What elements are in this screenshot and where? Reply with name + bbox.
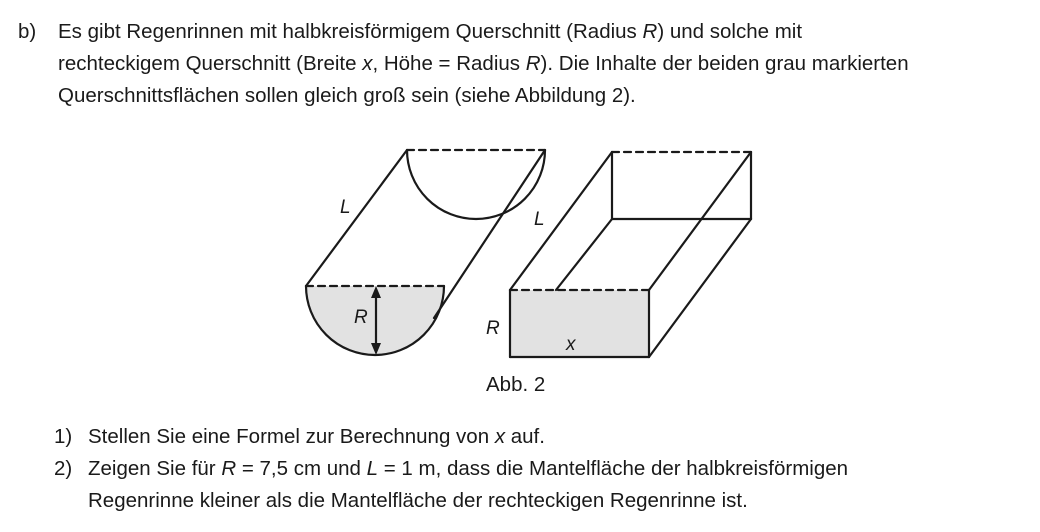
var-R: R [642,20,658,43]
subtask-1-part-b: auf. [505,425,545,448]
subtask-2-number: 2) [54,457,73,480]
bottom-left-long-edge [556,219,612,290]
label-x-box: x [566,334,576,355]
bottom-right-long-edge [649,219,751,357]
var-R: R [221,457,237,480]
label-R-box: R [486,318,500,339]
task-label: b) [18,20,37,43]
var-R: R [525,52,541,75]
rectangle-cross-section-shaded [510,290,649,357]
figure-caption: Abb. 2 [486,373,546,396]
subtask-1-number: 1) [54,425,73,448]
task-line-1-part-a: Es gibt Regenrinnen mit halbkreisförmigem Querschnitt (Radius [58,20,643,43]
task-line-3: Querschnittsflächen sollen gleich groß sein (siehe Abbildung 2). [58,84,636,107]
left-generator-line [306,150,407,286]
subtask-2 [54,453,848,485]
subtask-list [54,421,848,517]
task-line-2-part-a: rechteckigem Querschnitt (Breite [58,52,363,75]
rectangular-gutter [510,152,751,357]
label-R-cylinder: R [354,307,368,328]
var-x: x [362,52,373,75]
back-semicircle-arc [407,150,545,219]
subtask-1-part-a: Stellen Sie eine Formel zur Berechnung von [88,425,495,448]
subtask-2-continuation [54,485,848,517]
task-line-1-part-b: ) und solche mit [657,20,803,43]
subtask-2-continuation-text: Regenrinne kleiner als die Mantelfläche der rechteckigen Regenrinne ist. [88,489,748,512]
top-right-long-edge [649,152,751,290]
subtask-2-part-b: = 7,5 cm und [236,457,367,480]
var-L: L [366,457,379,480]
label-L-box: L [534,209,545,230]
task-line-2-part-b: , Höhe = Radius [372,52,526,75]
task-line-2-part-c: ). Die Inhalte der beiden grau markierten [540,52,909,75]
label-L-cylinder: L [340,197,351,218]
top-left-long-edge [510,152,612,290]
subtask-2-part-a: Zeigen Sie für [88,457,222,480]
subtask-1 [54,421,848,453]
var-x: x [494,425,506,448]
subtask-2-part-c: = 1 m, dass die Mantelfläche der halbkreisförmigen [378,457,849,480]
